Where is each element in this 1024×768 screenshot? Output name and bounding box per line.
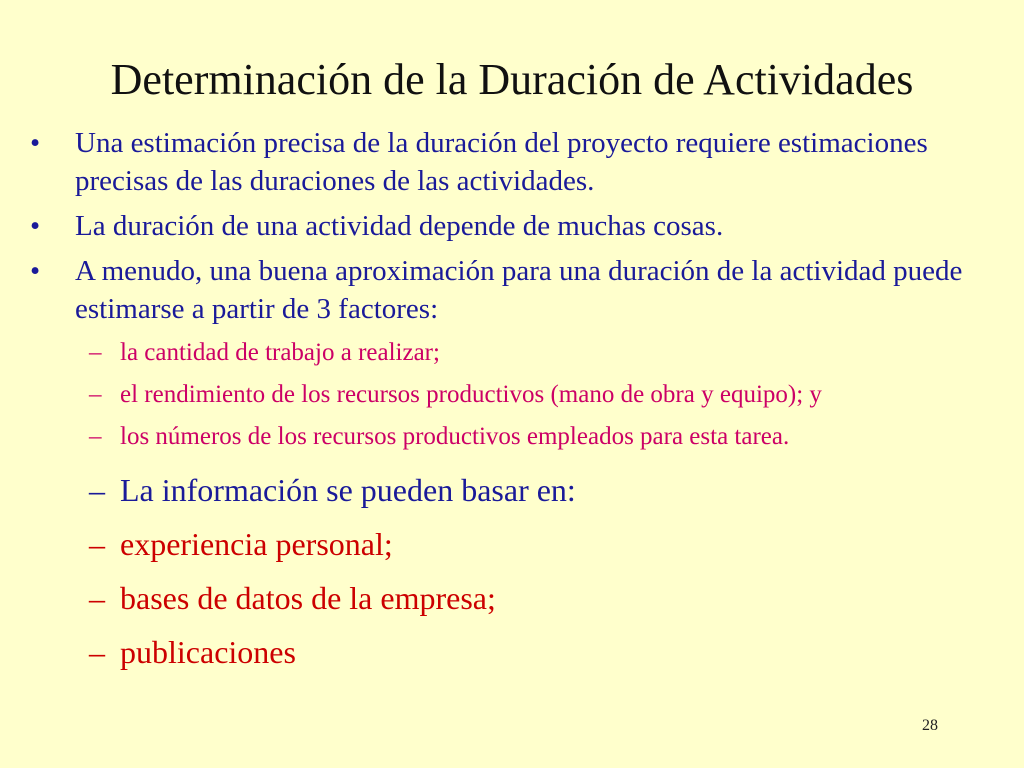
sub-bullet-text: los números de los recursos productivos empleados para esta tarea. xyxy=(120,423,790,450)
large-item-text: bases de datos de la empresa; xyxy=(120,580,496,616)
large-item xyxy=(0,625,970,679)
large-item-text: publicaciones xyxy=(120,634,296,670)
bullet-text: A menudo, una buena aproximación para una duración de la actividad puede estimarse a partir de 3 factores: xyxy=(75,255,963,325)
slide-content xyxy=(0,124,1024,679)
sub-bullet-text: la cantidad de trabajo a realizar; xyxy=(120,339,440,366)
page-number: 28 xyxy=(922,717,938,734)
dash-marker: – xyxy=(89,634,105,670)
bullet-text: Una estimación precisa de la duración del proyecto requiere estimaciones precisas de las duraciones de las actividades. xyxy=(75,127,928,197)
dash-marker: – xyxy=(89,526,105,562)
bullet-marker: • xyxy=(30,127,41,159)
slide-title: Determinación de la Duración de Actividades xyxy=(110,55,914,104)
large-item xyxy=(0,517,970,571)
bullet-marker: • xyxy=(30,210,41,242)
bullet-item xyxy=(0,124,970,200)
bullet-marker: • xyxy=(30,255,41,287)
dash-marker: – xyxy=(89,423,102,450)
sub-bullet-item xyxy=(0,419,970,455)
bullet-text: La duración de una actividad depende de muchas cosas. xyxy=(75,210,724,242)
dash-marker: – xyxy=(89,472,105,508)
dash-marker: – xyxy=(89,381,102,408)
dash-marker: – xyxy=(89,339,102,366)
bullet-item xyxy=(0,252,970,328)
sub-bullet-item xyxy=(0,377,970,413)
large-item xyxy=(0,463,970,517)
dash-marker: – xyxy=(89,580,105,616)
large-item xyxy=(0,571,970,625)
large-item-text: La información se pueden basar en: xyxy=(120,472,576,508)
bullet-item xyxy=(0,207,970,245)
large-item-text: experiencia personal; xyxy=(120,526,393,562)
sub-bullet-item xyxy=(0,335,970,371)
sub-bullet-text: el rendimiento de los recursos productivos (mano de obra y equipo); y xyxy=(120,381,822,408)
